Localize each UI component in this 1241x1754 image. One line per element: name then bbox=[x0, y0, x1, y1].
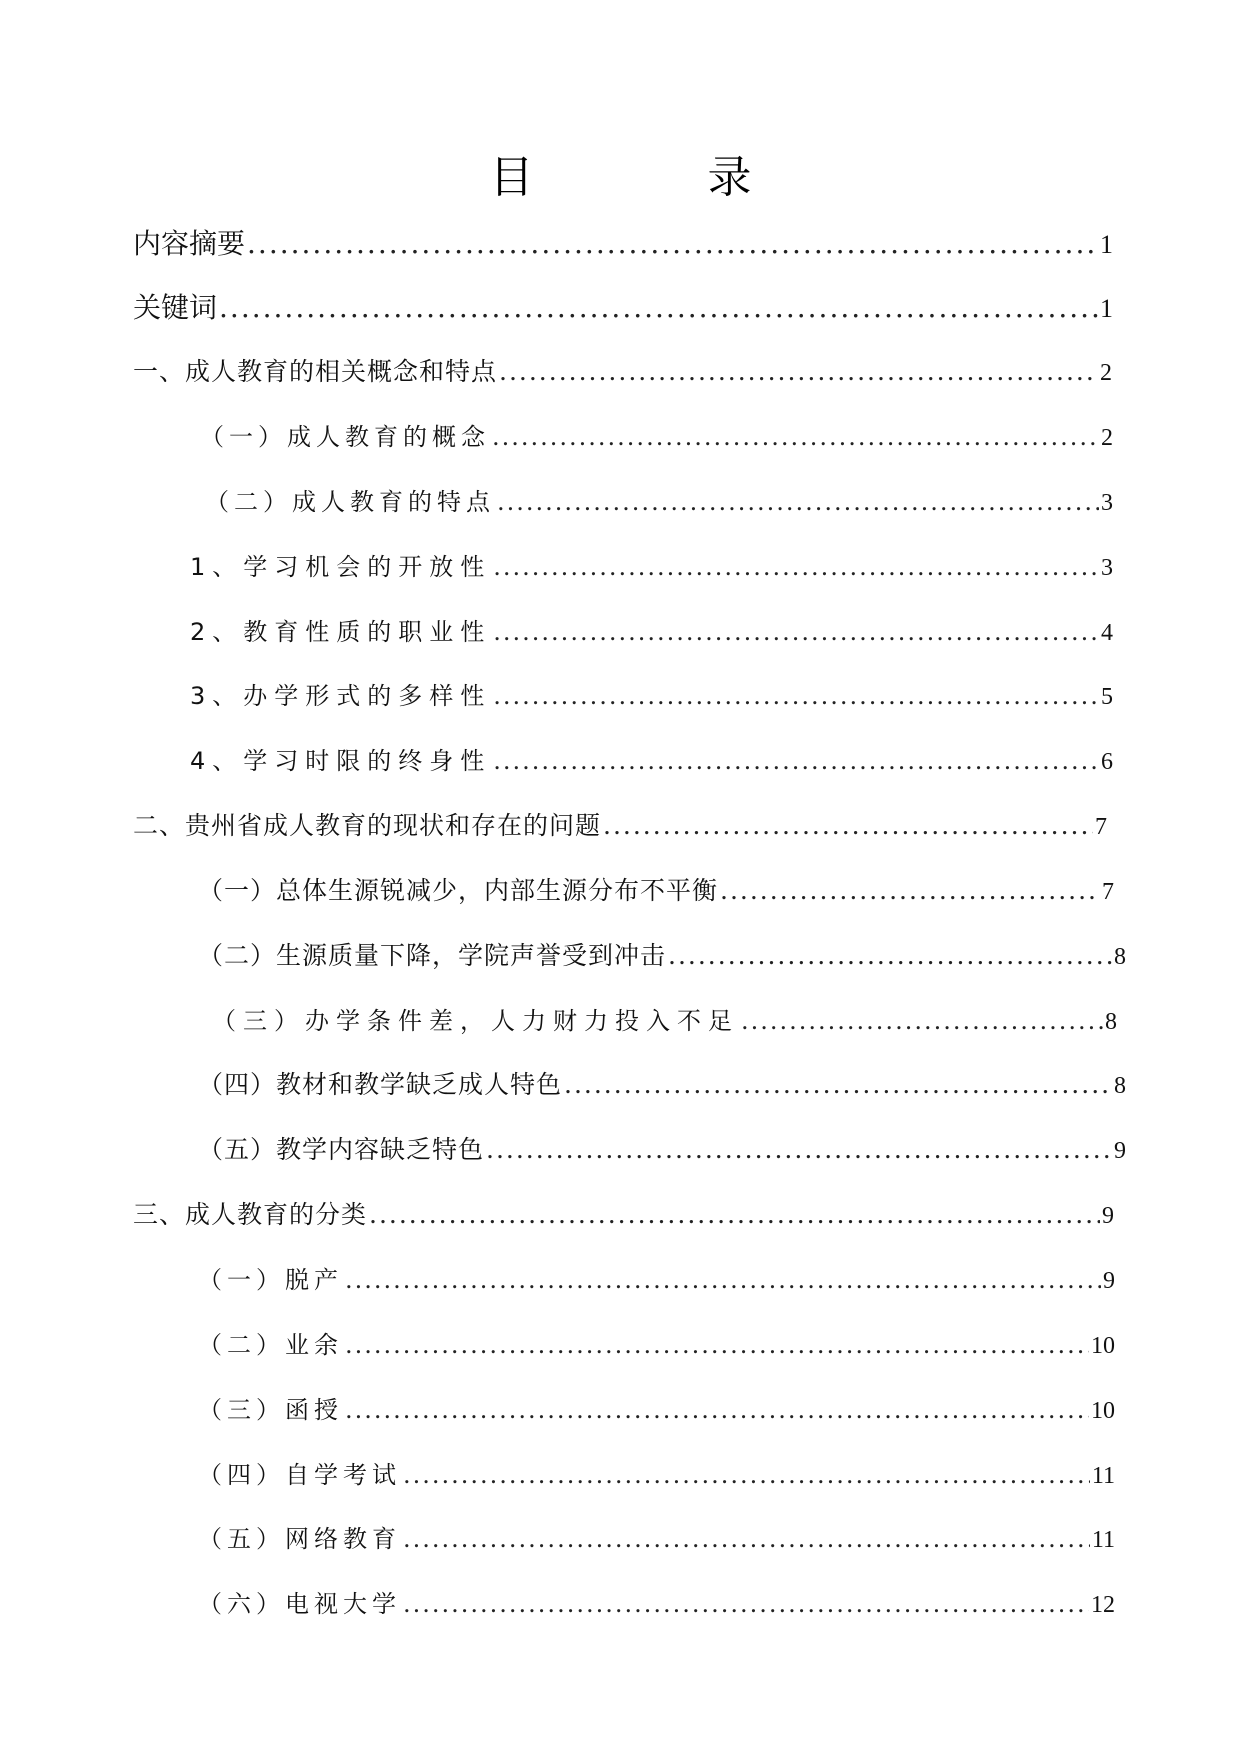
toc-entry-label: 2、教育性质的职业性 bbox=[190, 618, 492, 646]
toc-entry[interactable] bbox=[205, 483, 1113, 521]
toc-entry-label: （三）函授 bbox=[198, 1396, 343, 1424]
toc-leader-dots bbox=[668, 937, 1112, 975]
toc-entry[interactable] bbox=[190, 677, 1113, 715]
toc-entry-page: 3 bbox=[1101, 490, 1113, 516]
toc-leader-dots bbox=[720, 872, 1100, 910]
toc-entry-page: 4 bbox=[1101, 620, 1113, 646]
toc-leader-dots bbox=[603, 807, 1093, 845]
toc-entry-page: 10 bbox=[1091, 1333, 1115, 1359]
toc-leader-dots bbox=[741, 1002, 1103, 1040]
toc-entry[interactable] bbox=[133, 807, 1108, 845]
toc-entry[interactable] bbox=[133, 353, 1113, 391]
toc-entry-label: （一）总体生源锐减少，内部生源分布不平衡 bbox=[198, 876, 719, 905]
toc-entry[interactable] bbox=[198, 937, 1127, 975]
toc-entry-page: 9 bbox=[1102, 1203, 1115, 1229]
toc-entry-label: （三）办学条件差，人力财力投入不足 bbox=[212, 1007, 739, 1035]
toc-leader-dots bbox=[403, 1520, 1090, 1558]
toc-leader-dots bbox=[403, 1585, 1089, 1623]
toc-entry[interactable] bbox=[198, 872, 1115, 910]
toc-entry-page: 2 bbox=[1101, 425, 1113, 451]
toc-entry-page: 11 bbox=[1091, 1527, 1115, 1553]
toc-leader-dots bbox=[497, 483, 1099, 521]
toc-entry-page: 12 bbox=[1091, 1592, 1115, 1618]
toc-entry[interactable] bbox=[190, 548, 1113, 586]
toc-entry[interactable] bbox=[198, 1585, 1115, 1623]
toc-entry[interactable] bbox=[200, 418, 1113, 456]
toc-entry-label: （二）生源质量下降，学院声誉受到冲击 bbox=[198, 941, 667, 970]
page-title: 目 录 bbox=[489, 152, 832, 203]
toc-leader-dots bbox=[493, 613, 1099, 651]
toc-leader-dots bbox=[345, 1261, 1101, 1299]
toc-leader-dots bbox=[403, 1456, 1090, 1494]
toc-leader-dots bbox=[499, 353, 1098, 391]
toc-entry-label: （五）教学内容缺乏特色 bbox=[198, 1135, 485, 1164]
toc-leader-dots bbox=[345, 1326, 1089, 1364]
toc-entry[interactable] bbox=[133, 1196, 1115, 1234]
toc-entry-page: 8 bbox=[1105, 1009, 1117, 1035]
toc-entry-label: 关键词 bbox=[133, 291, 218, 324]
toc-entry[interactable] bbox=[198, 1326, 1115, 1364]
toc-entry[interactable] bbox=[212, 1002, 1117, 1040]
toc-leader-dots bbox=[493, 742, 1099, 780]
toc-entry[interactable] bbox=[198, 1131, 1127, 1169]
toc-entry[interactable] bbox=[190, 742, 1113, 780]
toc-leader-dots bbox=[493, 677, 1099, 715]
toc-entry[interactable] bbox=[190, 613, 1113, 651]
toc-leader-dots bbox=[219, 288, 1098, 328]
toc-entry-page: 11 bbox=[1091, 1463, 1115, 1489]
toc-entry-page: 7 bbox=[1095, 814, 1108, 840]
toc-entry-label: 内容摘要 bbox=[133, 227, 246, 260]
toc-entry-label: 4、学习时限的终身性 bbox=[190, 747, 492, 775]
toc-entry-page: 6 bbox=[1101, 749, 1113, 775]
toc-leader-dots bbox=[492, 418, 1099, 456]
toc-entry-label: （六）电视大学 bbox=[198, 1590, 401, 1618]
toc-entry[interactable] bbox=[198, 1261, 1115, 1299]
toc-entry-page: 8 bbox=[1114, 944, 1127, 970]
toc-leader-dots bbox=[564, 1066, 1112, 1104]
toc-entry-page: 1 bbox=[1100, 230, 1113, 259]
toc-leader-dots bbox=[486, 1131, 1112, 1169]
toc-entry-page: 8 bbox=[1114, 1073, 1127, 1099]
toc-entry[interactable] bbox=[198, 1456, 1115, 1494]
toc-entry-label: （五）网络教育 bbox=[198, 1525, 401, 1553]
toc-entry-label: （二）成人教育的特点 bbox=[205, 488, 495, 516]
toc-entry-page: 1 bbox=[1100, 294, 1113, 323]
toc-entry-label: （一）成人教育的概念 bbox=[200, 423, 490, 451]
toc-entry-page: 10 bbox=[1091, 1398, 1115, 1424]
toc-entry-label: 3、办学形式的多样性 bbox=[190, 682, 492, 710]
toc-leader-dots bbox=[247, 224, 1098, 264]
toc-entry-label: 二、贵州省成人教育的现状和存在的问题 bbox=[133, 811, 602, 840]
toc-entry-label: （四）教材和教学缺乏成人特色 bbox=[198, 1070, 563, 1099]
toc-entry-page: 5 bbox=[1101, 684, 1113, 710]
toc-entry-page: 7 bbox=[1102, 879, 1115, 905]
toc-entry[interactable] bbox=[198, 1520, 1115, 1558]
toc-entry[interactable] bbox=[133, 288, 1113, 328]
toc-entry-label: （一）脱产 bbox=[198, 1266, 343, 1294]
toc-entry-label: 一、成人教育的相关概念和特点 bbox=[133, 357, 498, 386]
toc-entry-label: （四）自学考试 bbox=[198, 1461, 401, 1489]
toc-entry-page: 9 bbox=[1103, 1268, 1115, 1294]
toc-entry-label: 1、学习机会的开放性 bbox=[190, 553, 492, 581]
toc-entry-label: （二）业余 bbox=[198, 1331, 343, 1359]
toc-entry[interactable] bbox=[133, 224, 1113, 264]
toc-leader-dots bbox=[493, 548, 1099, 586]
toc-leader-dots bbox=[345, 1391, 1089, 1429]
toc-entry-label: 三、成人教育的分类 bbox=[133, 1200, 368, 1229]
toc-entry-page: 9 bbox=[1114, 1138, 1127, 1164]
toc-leader-dots bbox=[369, 1196, 1100, 1234]
toc-entry-page: 3 bbox=[1101, 555, 1113, 581]
toc-entry-page: 2 bbox=[1100, 360, 1113, 386]
toc-entry[interactable] bbox=[198, 1066, 1127, 1104]
toc-entry[interactable] bbox=[198, 1391, 1115, 1429]
